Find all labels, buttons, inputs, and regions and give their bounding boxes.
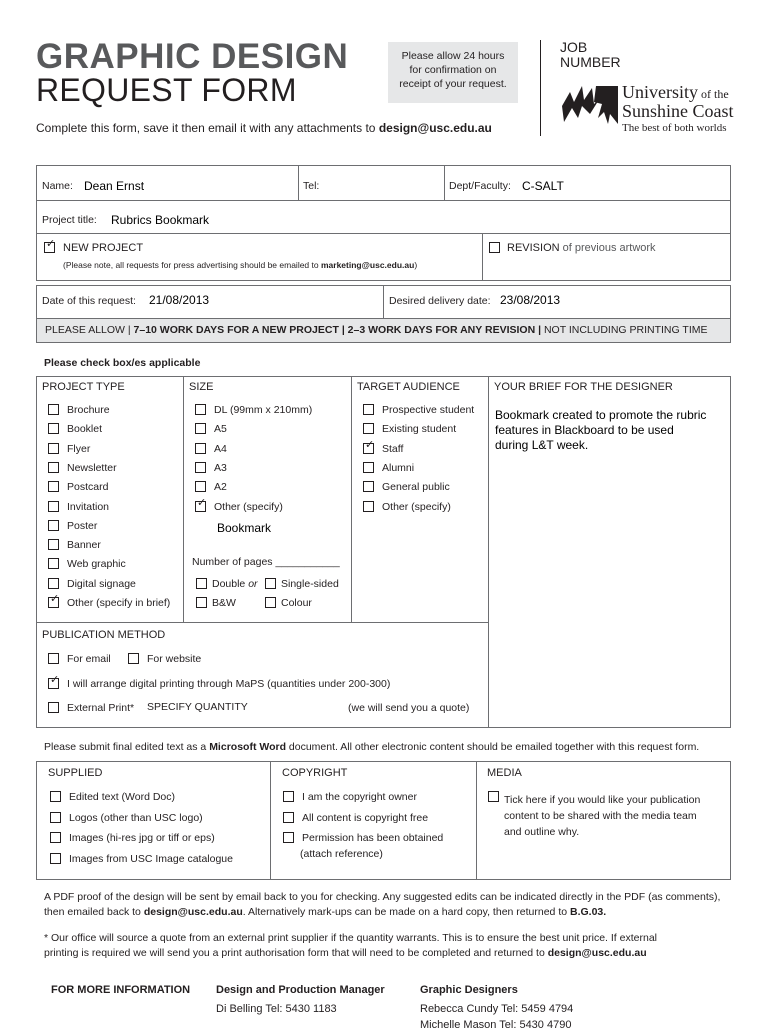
project-type-option-label: Other (specify in brief)	[67, 597, 171, 609]
logo-mark-icon	[560, 84, 620, 128]
for-email-checkbox[interactable]	[48, 653, 59, 664]
supplied-option-checkbox[interactable]	[50, 853, 61, 864]
header-divider	[540, 40, 541, 136]
copyright-option-label: I am the copyright owner	[302, 791, 417, 803]
supplied-option-label: Edited text (Word Doc)	[69, 791, 176, 803]
supplied-option-checkbox[interactable]	[50, 812, 61, 823]
maps-printing-checkbox[interactable]	[48, 674, 60, 689]
tel-field[interactable]	[325, 179, 435, 193]
university-logo: University of the Sunshine Coast The best of both worlds	[560, 84, 735, 138]
supplied-option-label: Images (hi-res jpg or tiff or eps)	[69, 832, 215, 845]
delivery-date-field[interactable]: 23/08/2013	[500, 293, 561, 307]
size-option-label: A2	[214, 481, 227, 494]
audience-option-checkbox[interactable]	[363, 423, 374, 434]
project-type-option-label: Digital signage	[67, 577, 136, 590]
for-email-label: For email	[67, 653, 111, 665]
copyright-option-checkbox[interactable]	[283, 812, 294, 823]
project-type-option-checkbox[interactable]	[48, 520, 59, 531]
form-title-line1: GRAPHIC DESIGN	[36, 37, 349, 76]
audience-option-checkbox[interactable]	[363, 462, 374, 473]
attach-reference-note: (attach reference)	[300, 848, 383, 860]
single-sided-label: Single-sided	[281, 578, 339, 590]
proof-paragraph: A PDF proof of the design will be sent by email back to you for checking. Any suggested edits can be indicated directly in the PDF (as comments), then emailed back to design@usc.edu.au. Alternatively mark-ups can be made on a hard copy, then returned to B.G.03.	[44, 891, 721, 918]
delivery-date-label: Desired delivery date:	[389, 295, 491, 307]
external-print-label: External Print*	[67, 702, 135, 714]
new-project-checkbox[interactable]	[44, 238, 56, 253]
pages-field[interactable]: Number of pages ___________	[192, 556, 340, 568]
colour-label: Colour	[281, 597, 312, 609]
project-type-option-checkbox[interactable]	[48, 558, 59, 569]
manager-heading: Design and Production Manager	[216, 984, 385, 996]
checkmark-icon: ✓	[50, 674, 60, 686]
revision-label: REVISION of previous artwork	[507, 242, 656, 254]
size-option-label: Other (specify)	[214, 500, 283, 513]
project-type-option-checkbox[interactable]	[48, 481, 59, 492]
dept-label: Dept/Faculty:	[449, 180, 511, 192]
size-heading: SIZE	[189, 381, 214, 393]
project-type-option-checkbox[interactable]	[48, 462, 59, 473]
request-date-field[interactable]: 21/08/2013	[149, 293, 210, 307]
brief-heading: YOUR BRIEF FOR THE DESIGNER	[494, 381, 673, 393]
supplied-heading: SUPPLIED	[48, 767, 103, 779]
audience-option-checkbox[interactable]	[363, 481, 374, 492]
audience-option-checkbox[interactable]	[363, 404, 374, 415]
size-option-checkbox[interactable]	[195, 423, 206, 434]
colour-checkbox[interactable]	[265, 597, 276, 608]
new-project-label: NEW PROJECT	[63, 242, 144, 254]
size-option-checkbox[interactable]	[195, 496, 207, 512]
project-type-option-label: Banner	[67, 539, 101, 552]
external-print-checkbox[interactable]	[48, 702, 59, 713]
press-advertising-note: (Please note, all requests for press advertising should be emailed to marketing@usc.edu.au)	[63, 260, 418, 270]
project-type-option-checkbox[interactable]	[48, 593, 60, 608]
checkmark-icon: ✓	[197, 496, 207, 509]
name-label: Name:	[42, 180, 73, 192]
logo-tagline: The best of both worlds	[622, 122, 727, 134]
size-option-checkbox[interactable]	[195, 404, 206, 415]
project-type-heading: PROJECT TYPE	[42, 381, 125, 393]
form-title-line2: REQUEST FORM	[36, 72, 297, 108]
bw-label: B&W	[212, 597, 236, 609]
revision-checkbox[interactable]	[489, 242, 500, 253]
audience-option-checkbox[interactable]	[363, 501, 374, 512]
size-option-label: A5	[214, 423, 227, 436]
publication-heading: PUBLICATION METHOD	[42, 629, 166, 641]
request-date-label: Date of this request:	[42, 295, 136, 307]
design-email-link[interactable]: design@usc.edu.au	[378, 121, 492, 135]
size-option-label: DL (99mm x 210mm)	[214, 404, 313, 416]
intro-text: Complete this form, save it then email it with any attachments to design@usc.edu.au	[36, 121, 492, 135]
designer-contact-1: Rebecca Cundy Tel: 5459 4794	[420, 1003, 574, 1015]
for-website-label: For website	[147, 653, 202, 665]
submit-note: Please submit final edited text as a Microsoft Word document. All other electronic content should be emailed together with this request form.	[44, 741, 700, 753]
media-share-label: Tick here if you would like your publication content to be shared with the media team and outline why.	[504, 794, 701, 838]
checkmark-icon: ✓	[365, 438, 375, 451]
copyright-option-checkbox[interactable]	[283, 791, 294, 802]
project-type-option-label: Brochure	[67, 404, 110, 416]
double-or-label: Double or	[212, 578, 258, 590]
project-title-field[interactable]: Rubrics Bookmark	[111, 213, 210, 227]
size-option-checkbox[interactable]	[195, 462, 206, 473]
size-option-checkbox[interactable]	[195, 443, 206, 454]
supplied-option-checkbox[interactable]	[50, 791, 61, 802]
size-option-checkbox[interactable]	[195, 481, 206, 492]
check-applicable-label: Please check box/es applicable	[44, 357, 201, 369]
for-website-checkbox[interactable]	[128, 653, 139, 664]
audience-option-label: Alumni	[382, 461, 415, 474]
supplied-option-label: Images from USC Image catalogue	[69, 853, 233, 866]
confirmation-notice: Please allow 24 hours for confirmation on receipt of your request.	[388, 42, 518, 103]
project-type-option-checkbox[interactable]	[48, 404, 59, 415]
manager-contact: Di Belling Tel: 5430 1183	[216, 1003, 337, 1015]
job-number-label: JOB NUMBER	[560, 39, 621, 70]
media-share-checkbox[interactable]	[488, 791, 499, 802]
turnaround-text: PLEASE ALLOW | 7–10 WORK DAYS FOR A NEW PROJECT | 2–3 WORK DAYS FOR ANY REVISION | NOT INCLUDING PRINTING TIME	[45, 324, 708, 336]
media-heading: MEDIA	[487, 767, 522, 779]
supplied-option-checkbox[interactable]	[50, 832, 61, 843]
project-type-option-label: Newsletter	[67, 461, 117, 474]
audience-heading: TARGET AUDIENCE	[357, 381, 460, 393]
specify-quantity-field[interactable]: SPECIFY QUANTITY	[147, 701, 248, 713]
copyright-option-label: Permission has been obtained	[302, 832, 444, 844]
project-type-option-checkbox[interactable]	[48, 539, 59, 550]
project-type-option-label: Booklet	[67, 423, 103, 436]
checkmark-icon: ✓	[50, 593, 60, 605]
designer-contact-2: Michelle Mason Tel: 5430 4790	[420, 1019, 572, 1031]
quote-note: (we will send you a quote)	[348, 702, 470, 714]
quote-paragraph: * Our office will source a quote from an external print supplier if the quantity warrants. This is to ensure the best unit price. If external printing is required we will send you a print authorisation form that will need to be completed and returned to design@usc.edu.au	[44, 932, 657, 959]
project-type-option-label: Web graphic	[67, 558, 126, 571]
size-other-field[interactable]: Bookmark	[217, 521, 272, 535]
project-type-option-checkbox[interactable]	[48, 423, 59, 434]
project-title-label: Project title:	[42, 214, 97, 226]
audience-option-label: Other (specify)	[382, 500, 451, 513]
single-sided-checkbox[interactable]	[265, 578, 276, 589]
designers-heading: Graphic Designers	[420, 984, 518, 996]
size-option-label: A3	[214, 461, 227, 474]
more-info-heading: FOR MORE INFORMATION	[51, 984, 191, 996]
audience-option-label: Staff	[382, 442, 404, 455]
project-type-option-checkbox[interactable]	[48, 501, 59, 512]
dept-field[interactable]: C-SALT	[522, 179, 564, 193]
checkmark-icon: ✓	[46, 238, 56, 250]
project-type-option-label: Poster	[67, 519, 98, 532]
audience-option-label: Prospective student	[382, 404, 475, 416]
brief-field[interactable]: Bookmark created to promote the rubric features in Blackboard to be used during L&T week.	[495, 408, 707, 452]
supplied-option-label: Logos (other than USC logo)	[69, 811, 203, 824]
project-type-option-label: Invitation	[67, 500, 110, 513]
name-field[interactable]: Dean Ernst	[84, 179, 145, 193]
project-type-option-checkbox[interactable]	[48, 578, 59, 589]
project-type-option-label: Flyer	[67, 442, 91, 455]
double-sided-checkbox[interactable]	[196, 578, 207, 589]
audience-option-label: General public	[382, 481, 450, 494]
maps-printing-label: I will arrange digital printing through MaPS (quantities under 200-300)	[67, 678, 391, 690]
copyright-option-checkbox[interactable]	[283, 832, 294, 843]
project-type-option-label: Postcard	[67, 481, 109, 494]
tel-label: Tel:	[303, 180, 320, 192]
copyright-option-label: All content is copyright free	[302, 811, 429, 824]
audience-option-label: Existing student	[382, 423, 457, 436]
project-type-option-checkbox[interactable]	[48, 443, 59, 454]
bw-checkbox[interactable]	[196, 597, 207, 608]
copyright-heading: COPYRIGHT	[282, 767, 348, 779]
audience-option-checkbox[interactable]	[363, 438, 375, 454]
size-option-label: A4	[214, 442, 227, 455]
